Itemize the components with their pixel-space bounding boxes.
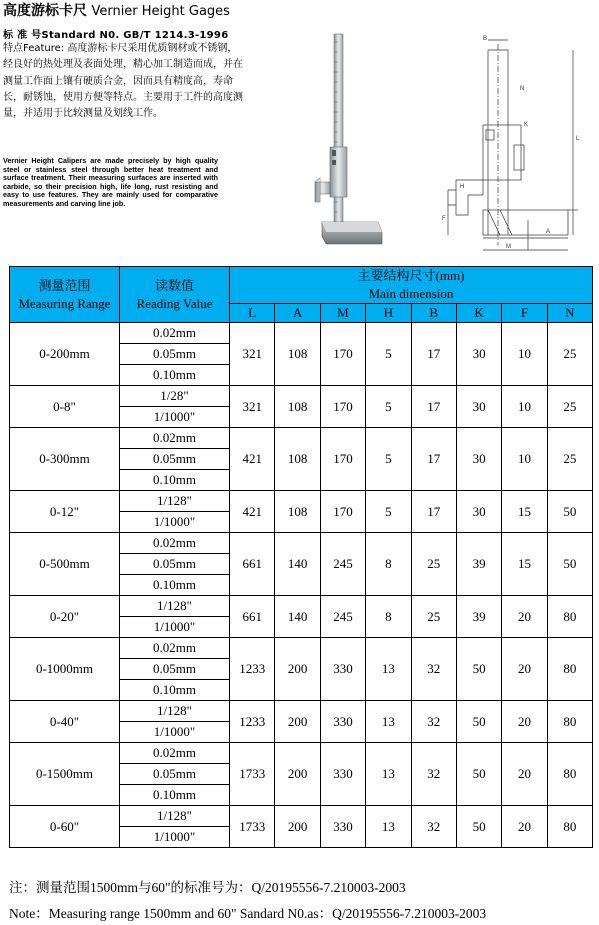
dimension-header: M	[320, 304, 365, 323]
dimension-value: 50	[456, 743, 501, 806]
reading-cell: 1/128"	[120, 701, 230, 722]
dim-label-l: L	[576, 136, 580, 142]
reading-cell: 1/1000"	[120, 722, 230, 743]
reading-cell: 0.10mm	[120, 575, 230, 596]
dimension-value: 13	[366, 638, 411, 701]
dim-label-n: N	[520, 86, 525, 92]
range-cell: 0-8"	[10, 386, 120, 428]
dim-label-m: M	[506, 244, 511, 250]
table-row	[10, 743, 593, 764]
dimension-value: 50	[547, 533, 592, 596]
table-row	[10, 491, 593, 512]
dimension-value: 50	[456, 806, 501, 848]
header-measuring-range: 测量范围 Measuring Range	[10, 267, 120, 323]
dimension-value: 170	[320, 491, 365, 533]
range-cell: 0-1500mm	[10, 743, 120, 806]
dimension-value: 321	[230, 323, 275, 386]
dimension-header: L	[230, 304, 275, 323]
dimension-value: 330	[320, 701, 365, 743]
dimension-value: 20	[502, 638, 547, 701]
dimension-value: 39	[456, 596, 501, 638]
dimension-value: 108	[275, 386, 320, 428]
table-row	[10, 596, 593, 617]
reading-cell: 0.02mm	[120, 428, 230, 449]
range-cell: 0-20"	[10, 596, 120, 638]
dimension-value: 1733	[230, 806, 275, 848]
dimension-value: 321	[230, 386, 275, 428]
standard-number: 标 准 号Standard N0. GB/T 1214.3-1996	[3, 30, 229, 41]
dim-label-k: K	[524, 122, 529, 128]
reading-cell: 1/1000"	[120, 407, 230, 428]
reading-cell: 0.05mm	[120, 659, 230, 680]
dim-label-f: F	[442, 216, 446, 222]
reading-cell: 0.10mm	[120, 680, 230, 701]
table-row	[10, 428, 593, 449]
dimension-value: 15	[502, 491, 547, 533]
range-cell: 0-40"	[10, 701, 120, 743]
feature-text-cn: 特点Feature: 高度游标卡尺采用优质钢材或不锈钢，经良好的热处理及表面处理，精心加工制造而成，并在测量工作面上镶有硬质合金，因而具有精度高，寿命长，耐锈蚀，使用方便等特点。主要用于工件的高度测量，并适用于比较测量及划线工作。	[3, 43, 243, 120]
dimension-value: 30	[456, 491, 501, 533]
dimension-value: 13	[366, 701, 411, 743]
reading-cell: 1/128"	[120, 491, 230, 512]
reading-cell: 0.02mm	[120, 323, 230, 344]
dimension-value: 39	[456, 533, 501, 596]
dimension-value: 25	[411, 596, 456, 638]
note-cn: 注：测量范围1500mm与60"的标准号为：Q/20195556-7.210003-2003	[9, 880, 406, 895]
dimension-value: 25	[547, 428, 592, 491]
dimension-value: 80	[547, 701, 592, 743]
dimension-value: 20	[502, 596, 547, 638]
dim-label-b: B	[483, 36, 488, 42]
dimension-header: F	[502, 304, 547, 323]
dimension-value: 108	[275, 323, 320, 386]
range-cell: 0-1000mm	[10, 638, 120, 701]
reading-cell: 1/28"	[120, 386, 230, 407]
range-cell: 0-12"	[10, 491, 120, 533]
dimension-header: B	[411, 304, 456, 323]
dimension-value: 108	[275, 428, 320, 491]
table-row	[10, 533, 593, 554]
dimension-value: 330	[320, 806, 365, 848]
dimension-value: 80	[547, 638, 592, 701]
dimension-value: 140	[275, 533, 320, 596]
dimension-value: 5	[366, 386, 411, 428]
dimension-value: 661	[230, 533, 275, 596]
dimension-value: 8	[366, 533, 411, 596]
dimension-value: 20	[502, 701, 547, 743]
range-cell: 0-300mm	[10, 428, 120, 491]
dimension-value: 170	[320, 323, 365, 386]
reading-cell: 1/128"	[120, 806, 230, 827]
dimension-value: 245	[320, 596, 365, 638]
dimension-value: 80	[547, 743, 592, 806]
table-row	[10, 386, 593, 407]
dimension-value: 200	[275, 638, 320, 701]
reading-cell: 0.10mm	[120, 785, 230, 806]
dimension-value: 330	[320, 743, 365, 806]
reading-cell: 1/1000"	[120, 617, 230, 638]
dimension-value: 245	[320, 533, 365, 596]
dimension-value: 17	[411, 428, 456, 491]
dimension-value: 108	[275, 491, 320, 533]
dimension-value: 30	[456, 386, 501, 428]
dimension-value: 32	[411, 638, 456, 701]
reading-cell: 0.02mm	[120, 638, 230, 659]
dimension-value: 17	[411, 386, 456, 428]
dimension-value: 10	[502, 428, 547, 491]
dimension-header: H	[366, 304, 411, 323]
dimension-value: 30	[456, 428, 501, 491]
dimension-header: K	[456, 304, 501, 323]
dimension-value: 50	[456, 638, 501, 701]
dimension-value: 32	[411, 701, 456, 743]
dimension-value: 13	[366, 806, 411, 848]
header-reading-value: 读数值 Reading Value	[120, 267, 230, 323]
reading-cell: 0.05mm	[120, 554, 230, 575]
reading-cell: 0.10mm	[120, 365, 230, 386]
dimension-value: 50	[547, 491, 592, 533]
dimension-value: 170	[320, 428, 365, 491]
dimension-value: 10	[502, 386, 547, 428]
table-row	[10, 323, 593, 344]
title-cn: 高度游标卡尺	[3, 3, 87, 19]
reading-cell: 1/1000"	[120, 512, 230, 533]
dimension-value: 32	[411, 806, 456, 848]
header-main-dimension: 主要结构尺寸(mm) Main dimension	[230, 267, 593, 304]
dimension-value: 17	[411, 491, 456, 533]
reading-cell: 0.02mm	[120, 533, 230, 554]
dimension-value: 5	[366, 428, 411, 491]
reading-cell: 1/1000"	[120, 827, 230, 848]
dimension-value: 17	[411, 323, 456, 386]
dimension-value: 200	[275, 701, 320, 743]
dimension-value: 1733	[230, 743, 275, 806]
dim-label-a: A	[546, 229, 551, 235]
table-row	[10, 806, 593, 827]
dimension-value: 8	[366, 596, 411, 638]
reading-cell: 0.05mm	[120, 764, 230, 785]
dimension-value: 25	[547, 323, 592, 386]
dimension-value: 1233	[230, 638, 275, 701]
dimension-value: 25	[547, 386, 592, 428]
dimension-value: 15	[502, 533, 547, 596]
dimension-value: 10	[502, 323, 547, 386]
dimension-value: 421	[230, 428, 275, 491]
reading-cell: 0.10mm	[120, 470, 230, 491]
dimension-header: A	[275, 304, 320, 323]
dimension-value: 80	[547, 806, 592, 848]
height-gage-photo	[312, 32, 388, 250]
dimension-value: 80	[547, 596, 592, 638]
reading-cell: 0.02mm	[120, 743, 230, 764]
feature-text-en: Vernier Height Calipers are made precisely by high quality steel or stainless steel through better heat treatment and surface treatment. Their measuring surfaces are inserted with carbide, so their precision high, life long, rust resisting and easy to use features. They are mainly used for comparative measurements and carving line job.	[3, 156, 218, 208]
spec-table	[9, 266, 593, 848]
dimension-value: 20	[502, 806, 547, 848]
dimension-value: 5	[366, 491, 411, 533]
dimension-value: 1233	[230, 701, 275, 743]
dimension-header: N	[547, 304, 592, 323]
range-cell: 0-200mm	[10, 323, 120, 386]
dimension-value: 13	[366, 743, 411, 806]
dimension-value: 32	[411, 743, 456, 806]
note-en: Note：Measuring range 1500mm and 60" Sandard N0.as：Q/20195556-7.210003-2003	[9, 906, 487, 921]
table-row	[10, 638, 593, 659]
technical-drawing	[428, 30, 598, 260]
dimension-value: 30	[456, 323, 501, 386]
reading-cell: 0.05mm	[120, 344, 230, 365]
dimension-value: 330	[320, 638, 365, 701]
dimension-value: 50	[456, 701, 501, 743]
page-title	[3, 0, 230, 20]
reading-cell: 0.05mm	[120, 449, 230, 470]
dimension-value: 661	[230, 596, 275, 638]
dim-label-h: H	[460, 184, 465, 190]
dimension-value: 170	[320, 386, 365, 428]
range-cell: 0-500mm	[10, 533, 120, 596]
range-cell: 0-60"	[10, 806, 120, 848]
title-en: Vernier Height Gages	[91, 4, 230, 19]
dimension-value: 20	[502, 743, 547, 806]
dimension-value: 25	[411, 533, 456, 596]
dimension-value: 140	[275, 596, 320, 638]
dimension-value: 5	[366, 323, 411, 386]
dimension-value: 421	[230, 491, 275, 533]
reading-cell: 1/128"	[120, 596, 230, 617]
dimension-value: 200	[275, 743, 320, 806]
table-row	[10, 701, 593, 722]
dimension-value: 200	[275, 806, 320, 848]
